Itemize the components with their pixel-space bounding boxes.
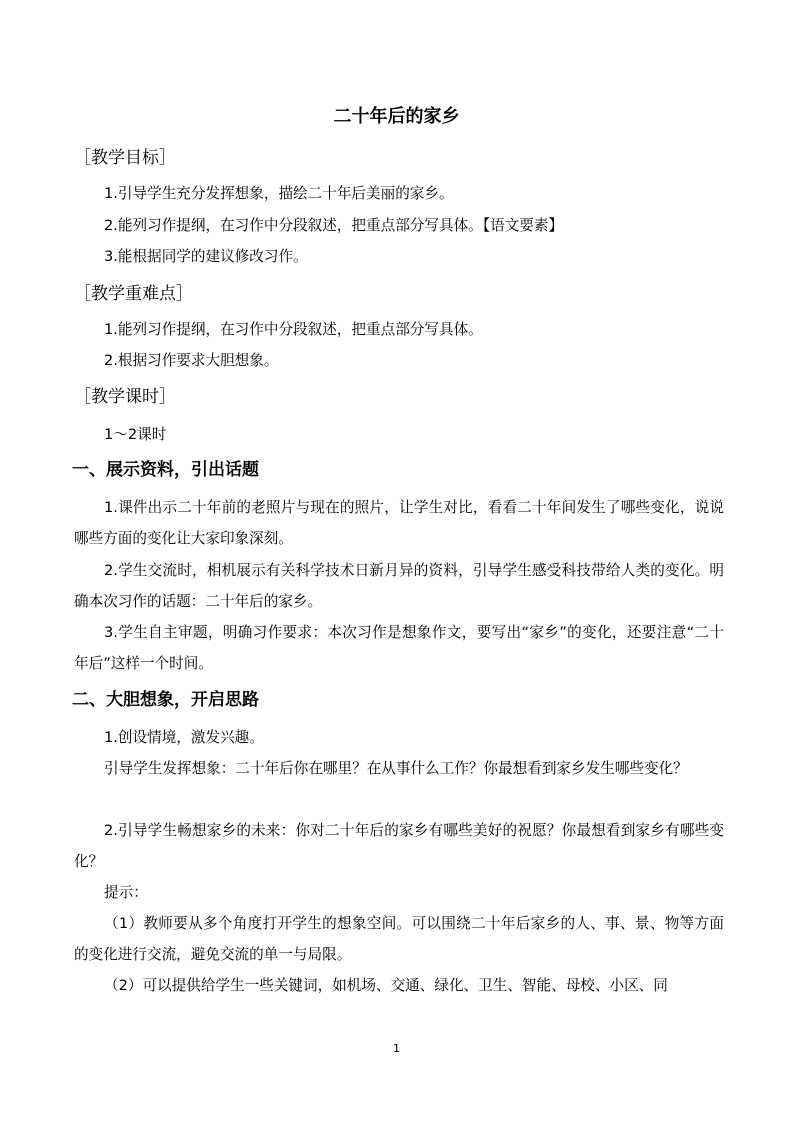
part1-heading: 一、展示资料，引出话题 <box>72 460 259 480</box>
page-title: 二十年后的家乡 <box>333 106 460 127</box>
difficulty-heading: ［教学重难点］ <box>74 284 193 304</box>
part1-paragraph: 2.学生交流时，相机展示有关科学技术日新月异的资料，引导学生感受科技带给人类的变化。明确本次习作的话题：二十年后的家乡。 <box>74 562 724 610</box>
hours-heading: ［教学课时］ <box>74 387 176 407</box>
goal-item: 1.引导学生充分发挥想象，描绘二十年后美丽的家乡。 <box>104 185 454 202</box>
part2-paragraph: 引导学生发挥想象：二十年后你在哪里？在从事什么工作？你最想看到家乡发生哪些变化？ <box>104 760 688 777</box>
hours-value: 1～2课时 <box>104 426 167 443</box>
part2-tip: （1）教师要从多个角度打开学生的想象空间。可以围绕二十年后家乡的人、事、景、物等方面的变化进行交流，避免交流的单一与局限。 <box>74 915 724 963</box>
goals-heading: ［教学目标］ <box>74 148 176 168</box>
difficulty-item: 1.能列习作提纲，在习作中分段叙述，把重点部分写具体。 <box>104 321 483 338</box>
part2-tip-label: 提示： <box>104 884 148 901</box>
part1-paragraph: 3.学生自主审题，明确习作要求：本次习作是想象作文，要写出“家乡”的变化，还要注意“二十年后”这样一个时间。 <box>74 624 724 672</box>
part1-paragraph: 1.课件出示二十年前的老照片与现在的照片，让学生对比，看看二十年间发生了哪些变化，说说哪些方面的变化让大家印象深刻。 <box>74 499 724 547</box>
part2-tip: （2）可以提供给学生一些关键词，如机场、交通、绿化、卫生、智能、母校、小区、同 <box>104 977 668 994</box>
difficulty-item: 2.根据习作要求大胆想象。 <box>104 352 279 369</box>
goal-item: 3.能根据同学的建议修改习作。 <box>104 248 308 265</box>
goal-item: 2.能列习作提纲，在习作中分段叙述，把重点部分写具体。【语文要素】 <box>104 217 564 234</box>
part2-heading: 二、大胆想象，开启思路 <box>72 690 259 710</box>
part2-paragraph: 1.创设情境，激发兴趣。 <box>104 729 264 746</box>
part2-paragraph: 2.引导学生畅想家乡的未来：你对二十年后的家乡有哪些美好的祝愿？你最想看到家乡有哪些变化？ <box>74 822 724 870</box>
page-number: 1 <box>393 1042 400 1055</box>
